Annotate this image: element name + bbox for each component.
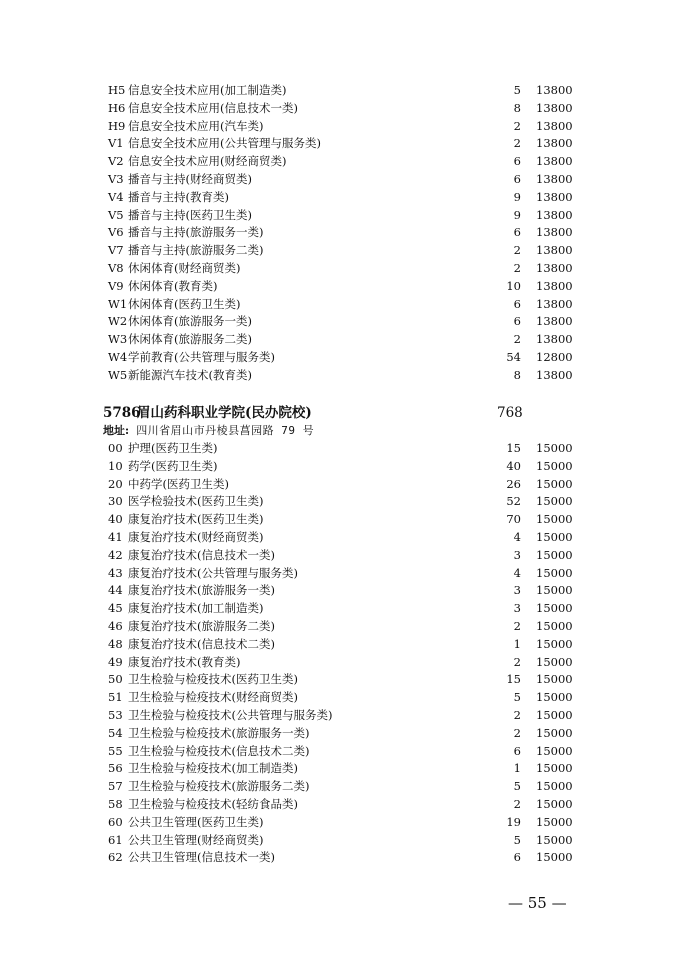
program-fee: 15000 [536,458,573,473]
program-quota: 40 [506,458,521,473]
program-name: 公共卫生管理(信息技术一类) [128,850,275,865]
program-fee: 13800 [536,136,573,151]
program-code: V9 [108,278,124,293]
program-fee: 15000 [536,832,573,847]
program-code: 45 [108,601,123,616]
program-code: 61 [108,832,123,847]
program-fee: 13800 [536,100,573,115]
program-quota: 8 [513,100,521,115]
program-fee: 15000 [536,797,573,811]
program-code: H5 [108,83,126,97]
program-code: H6 [108,100,126,115]
program-name: 中药学(医药卫生类) [128,476,229,491]
program-row [0,743,680,761]
program-row [0,476,680,494]
program-fee: 15000 [536,654,573,669]
program-fee: 15000 [536,761,573,776]
program-row [0,207,680,225]
program-quota: 6 [513,154,521,169]
program-code: 53 [108,708,123,722]
program-quota: 2 [513,654,521,669]
program-fee: 15000 [536,583,573,598]
program-quota: 6 [513,296,521,311]
program-fee: 15000 [536,494,573,509]
program-name: 康复治疗技术(财经商贸类) [128,530,264,544]
program-name: 卫生检验与检疫技术(旅游服务二类) [128,779,310,794]
school-total-quota: 768 [497,405,523,421]
program-code: 57 [108,779,123,794]
program-fee: 15000 [536,565,573,580]
program-name: 康复治疗技术(信息技术二类) [128,636,275,651]
program-code: V2 [108,154,124,169]
program-name: 信息安全技术应用(加工制造类) [128,83,287,97]
program-fee: 15000 [536,850,573,865]
program-row [0,278,680,296]
program-code: 54 [108,725,123,740]
program-name: 新能源汽车技术(教育类) [128,367,252,382]
school-address [103,423,314,439]
program-quota: 10 [506,278,521,293]
program-row [0,224,680,242]
program-code: 10 [108,458,123,473]
school-header [103,403,663,423]
program-row [0,458,680,476]
program-code: V5 [108,207,124,222]
program-code: 41 [108,530,123,544]
program-row [0,118,680,136]
program-quota: 70 [506,512,521,527]
program-name: 信息安全技术应用(财经商贸类) [128,154,287,169]
program-fee: 15000 [536,708,573,722]
page-number: — 55 — [508,894,567,912]
program-quota: 3 [513,601,521,616]
program-row [0,331,680,349]
program-row [0,440,680,458]
program-fee: 15000 [536,512,573,527]
program-code: W1 [108,296,128,311]
program-quota: 6 [513,743,521,758]
program-name: 康复治疗技术(旅游服务二类) [128,619,275,633]
program-fee: 13800 [536,83,573,97]
program-row [0,582,680,600]
program-name: 医学检验技术(医药卫生类) [128,494,264,509]
program-row [0,778,680,796]
program-fee: 13800 [536,154,573,169]
program-row [0,313,680,331]
program-quota: 3 [513,547,521,562]
program-name: 公共卫生管理(财经商贸类) [128,832,264,847]
program-quota: 2 [513,136,521,151]
program-quota: 6 [513,850,521,865]
program-quota: 15 [506,441,521,455]
program-row [0,367,680,385]
program-name: 休闲体育(旅游服务一类) [128,314,252,329]
program-quota: 2 [513,619,521,633]
program-row [0,511,680,529]
program-fee: 15000 [536,779,573,794]
program-name: 康复治疗技术(信息技术一类) [128,547,275,562]
program-code: 60 [108,814,123,829]
program-row [0,189,680,207]
program-quota: 8 [513,367,521,382]
address-text: 四川省眉山市丹棱县菖园路 79 号 [136,424,315,437]
program-quota: 9 [513,207,521,222]
program-code: 00 [108,441,123,455]
program-quota: 5 [513,779,521,794]
program-name: 信息安全技术应用(公共管理与服务类) [128,136,321,151]
program-code: 56 [108,761,123,776]
program-fee: 13800 [536,207,573,222]
program-row [0,547,680,565]
program-row [0,707,680,725]
program-name: 护理(医药卫生类) [128,441,218,455]
program-quota: 2 [513,243,521,258]
program-name: 康复治疗技术(旅游服务一类) [128,583,275,598]
school-name: 眉山药科职业学院(民办院校) [137,405,312,421]
program-code: 48 [108,636,123,651]
program-name: 康复治疗技术(医药卫生类) [128,512,264,527]
program-code: 46 [108,619,123,633]
program-name: 康复治疗技术(加工制造类) [128,601,264,616]
program-fee: 13800 [536,332,573,347]
program-code: W5 [108,367,128,382]
program-row [0,135,680,153]
program-fee: 13800 [536,225,573,240]
program-code: 30 [108,494,123,509]
program-fee: 13800 [536,296,573,311]
program-row [0,849,680,867]
program-row [0,600,680,618]
program-code: W2 [108,314,128,329]
program-code: 20 [108,476,123,491]
program-code: V1 [108,136,124,151]
address-label: 地址: [103,424,130,437]
program-fee: 13800 [536,261,573,275]
program-name: 播音与主持(财经商贸类) [128,172,252,186]
program-row [0,814,680,832]
program-fee: 13800 [536,367,573,382]
program-row [0,654,680,672]
program-quota: 1 [513,761,521,776]
program-row [0,153,680,171]
program-row [0,689,680,707]
program-quota: 4 [513,530,521,544]
program-fee: 13800 [536,118,573,133]
program-code: 42 [108,547,123,562]
program-name: 公共卫生管理(医药卫生类) [128,814,264,829]
program-fee: 15000 [536,530,573,544]
program-name: 卫生检验与检疫技术(公共管理与服务类) [128,708,333,722]
program-fee: 15000 [536,547,573,562]
program-quota: 26 [506,476,521,491]
program-name: 播音与主持(旅游服务一类) [128,225,264,240]
program-fee: 13800 [536,278,573,293]
program-code: 58 [108,797,123,811]
school-code: 5786 [103,405,141,421]
program-row [0,349,680,367]
program-name: 药学(医药卫生类) [128,458,218,473]
program-row [0,100,680,118]
program-name: 信息安全技术应用(信息技术一类) [128,100,298,115]
program-quota: 6 [513,314,521,329]
program-fee: 15000 [536,636,573,651]
program-row [0,242,680,260]
program-quota: 3 [513,583,521,598]
program-quota: 6 [513,225,521,240]
program-row [0,725,680,743]
program-name: 康复治疗技术(教育类) [128,654,241,669]
program-fee: 12800 [536,350,573,364]
program-name: 播音与主持(医药卫生类) [128,207,252,222]
program-row [0,671,680,689]
program-quota: 54 [506,350,521,364]
program-quota: 2 [513,708,521,722]
program-quota: 2 [513,261,521,275]
program-name: 卫生检验与检疫技术(医药卫生类) [128,672,298,687]
program-row [0,260,680,278]
program-code: 50 [108,672,123,687]
program-code: 44 [108,583,123,598]
program-name: 信息安全技术应用(汽车类) [128,118,264,133]
program-quota: 5 [513,690,521,705]
program-code: W3 [108,332,128,347]
program-name: 休闲体育(财经商贸类) [128,261,241,275]
program-row [0,618,680,636]
program-code: V6 [108,225,124,240]
program-quota: 19 [506,814,521,829]
program-fee: 13800 [536,243,573,258]
program-code: V3 [108,172,124,186]
program-code: 51 [108,690,123,705]
program-quota: 5 [513,83,521,97]
program-code: V7 [108,243,124,258]
program-row [0,760,680,778]
program-fee: 15000 [536,743,573,758]
program-row [0,296,680,314]
program-name: 卫生检验与检疫技术(财经商贸类) [128,690,298,705]
program-code: H9 [108,118,126,133]
program-fee: 13800 [536,314,573,329]
program-name: 休闲体育(医药卫生类) [128,296,241,311]
program-row [0,832,680,850]
program-code: V4 [108,189,124,204]
program-row [0,636,680,654]
program-name: 卫生检验与检疫技术(旅游服务一类) [128,725,310,740]
program-fee: 15000 [536,601,573,616]
program-fee: 15000 [536,619,573,633]
program-name: 学前教育(公共管理与服务类) [128,350,275,364]
program-quota: 2 [513,332,521,347]
program-name: 休闲体育(教育类) [128,278,218,293]
program-row [0,796,680,814]
program-fee: 13800 [536,189,573,204]
program-fee: 15000 [536,476,573,491]
program-fee: 15000 [536,441,573,455]
program-code: V8 [108,261,124,275]
program-name: 播音与主持(旅游服务二类) [128,243,264,258]
program-fee: 15000 [536,690,573,705]
program-code: 49 [108,654,123,669]
program-quota: 15 [506,672,521,687]
program-quota: 52 [506,494,521,509]
program-fee: 15000 [536,672,573,687]
program-quota: 5 [513,832,521,847]
program-name: 卫生检验与检疫技术(信息技术二类) [128,743,310,758]
program-quota: 1 [513,636,521,651]
program-name: 卫生检验与检疫技术(加工制造类) [128,761,298,776]
program-fee: 13800 [536,172,573,186]
program-name: 休闲体育(旅游服务二类) [128,332,252,347]
program-row [0,493,680,511]
program-name: 康复治疗技术(公共管理与服务类) [128,565,298,580]
program-code: 40 [108,512,123,527]
program-quota: 4 [513,565,521,580]
program-quota: 2 [513,725,521,740]
program-row [0,171,680,189]
program-name: 播音与主持(教育类) [128,189,229,204]
program-row [0,565,680,583]
program-row [0,529,680,547]
program-code: 62 [108,850,123,865]
program-name: 卫生检验与检疫技术(轻纺食品类) [128,797,298,811]
program-quota: 9 [513,189,521,204]
program-quota: 2 [513,118,521,133]
program-code: 43 [108,565,123,580]
program-code: 55 [108,743,123,758]
program-quota: 6 [513,172,521,186]
program-code: W4 [108,350,128,364]
program-quota: 2 [513,797,521,811]
program-fee: 15000 [536,814,573,829]
program-row [0,82,680,100]
program-fee: 15000 [536,725,573,740]
